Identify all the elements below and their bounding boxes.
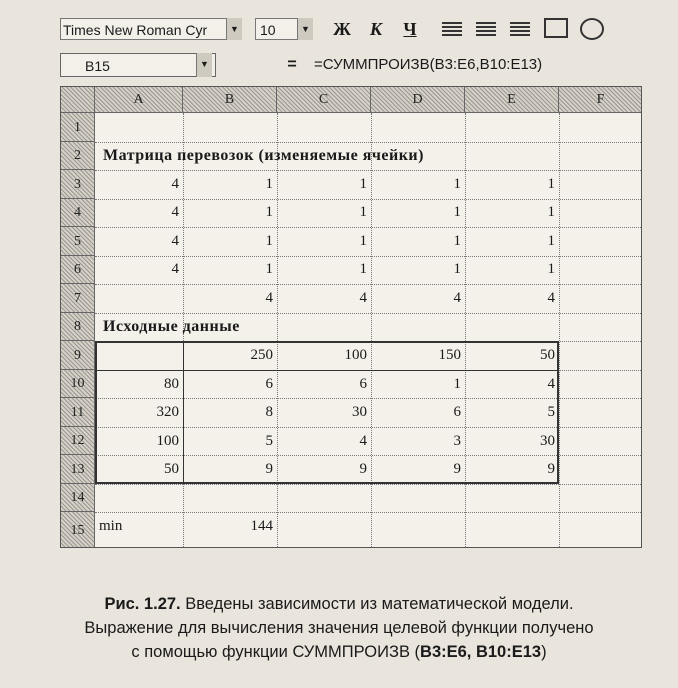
cell-c9[interactable]: 100	[344, 347, 367, 363]
cell-a4[interactable]: 4	[171, 204, 179, 220]
name-box[interactable]: B15	[60, 53, 216, 77]
row-header-1[interactable]: 1	[61, 113, 95, 142]
formatting-toolbar	[60, 6, 678, 48]
cell-c6[interactable]: 1	[359, 261, 367, 277]
caption-line-3	[0, 640, 678, 664]
cell-d10[interactable]: 1	[453, 376, 461, 392]
select-all-corner[interactable]	[61, 87, 95, 113]
row-header-2[interactable]: 2	[61, 142, 95, 170]
cell-b5[interactable]: 1	[265, 233, 273, 249]
bold-button[interactable]: Ж	[333, 19, 351, 39]
cell-c4[interactable]: 1	[359, 204, 367, 220]
gridline	[95, 284, 641, 285]
matrix-title[interactable]: Матрица перевозок (изменяемые ячейки)	[103, 147, 424, 164]
cell-e6[interactable]: 1	[547, 261, 555, 277]
cell-b3[interactable]: 1	[265, 176, 273, 192]
row-header-13[interactable]: 13	[61, 455, 95, 484]
cell-b11[interactable]: 8	[265, 404, 273, 420]
cell-d7[interactable]: 4	[453, 290, 461, 306]
cell-a11[interactable]: 320	[156, 404, 179, 420]
cell-c10[interactable]: 6	[359, 376, 367, 392]
caption-line-2: Выражение для вычисления значения целевой функции получено	[84, 619, 594, 637]
row-header-5[interactable]: 5	[61, 227, 95, 256]
spreadsheet-grid	[60, 86, 642, 548]
gridline	[559, 113, 560, 547]
column-header-e[interactable]: E	[465, 87, 559, 113]
underline-button[interactable]: Ч	[403, 19, 417, 39]
row-header-11[interactable]: 11	[61, 398, 95, 427]
cell-c7[interactable]: 4	[359, 290, 367, 306]
row-header-4[interactable]: 4	[61, 199, 95, 227]
caption-ranges: B3:E6, B10:E13	[420, 643, 542, 661]
cell-b4[interactable]: 1	[265, 204, 273, 220]
gridline	[95, 142, 641, 143]
cell-e12[interactable]: 30	[540, 433, 555, 449]
cell-b7[interactable]: 4	[265, 290, 273, 306]
cell-b15[interactable]: 144	[250, 518, 273, 534]
caption-text: )	[541, 643, 547, 661]
row-header-14[interactable]: 14	[61, 484, 95, 512]
italic-button[interactable]: К	[369, 19, 383, 39]
cell-b13[interactable]: 9	[265, 461, 273, 477]
cell-b9[interactable]: 250	[250, 347, 273, 363]
cell-a10[interactable]: 80	[164, 376, 179, 392]
cell-c5[interactable]: 1	[359, 233, 367, 249]
cell-b10[interactable]: 6	[265, 376, 273, 392]
gridline	[95, 170, 641, 171]
cell-d6[interactable]: 1	[453, 261, 461, 277]
cell-e3[interactable]: 1	[547, 176, 555, 192]
size-dropdown-arrow-icon[interactable]: ▼	[297, 18, 313, 40]
gridline	[95, 313, 641, 314]
formula-equals-button[interactable]: =	[287, 56, 297, 73]
gridline	[95, 484, 641, 485]
cell-d9[interactable]: 150	[438, 347, 461, 363]
caption-line-1	[0, 592, 678, 616]
row-header-6[interactable]: 6	[61, 256, 95, 284]
cell-b12[interactable]: 5	[265, 433, 273, 449]
currency-icon[interactable]	[580, 18, 604, 40]
cell-c11[interactable]: 30	[352, 404, 367, 420]
row-header-8[interactable]: 8	[61, 313, 95, 341]
cell-a6[interactable]: 4	[171, 261, 179, 277]
cell-e7[interactable]: 4	[547, 290, 555, 306]
font-size-field[interactable]: 10	[255, 18, 313, 40]
font-name-field[interactable]: Times New Roman Cyr	[60, 18, 242, 40]
cell-b6[interactable]: 1	[265, 261, 273, 277]
cell-d3[interactable]: 1	[453, 176, 461, 192]
cell-d4[interactable]: 1	[453, 204, 461, 220]
cell-c3[interactable]: 1	[359, 176, 367, 192]
column-header-b[interactable]: B	[183, 87, 277, 113]
row-header-3[interactable]: 3	[61, 170, 95, 199]
caption-figure-number: Рис. 1.27.	[104, 595, 181, 613]
cell-a12[interactable]: 100	[156, 433, 179, 449]
column-header-c[interactable]: C	[277, 87, 371, 113]
namebox-dropdown-arrow-icon[interactable]: ▼	[196, 53, 212, 77]
gridline	[95, 199, 641, 200]
cell-e4[interactable]: 1	[547, 204, 555, 220]
cell-a13[interactable]: 50	[164, 461, 179, 477]
font-dropdown-arrow-icon[interactable]: ▼	[226, 18, 242, 40]
cell-c13[interactable]: 9	[359, 461, 367, 477]
row-header-15[interactable]: 15	[61, 512, 95, 548]
gridline	[95, 227, 641, 228]
column-header-a[interactable]: A	[95, 87, 183, 113]
gridline	[95, 512, 641, 513]
cell-d11[interactable]: 6	[453, 404, 461, 420]
cell-e10[interactable]: 4	[547, 376, 555, 392]
cell-e13[interactable]: 9	[547, 461, 555, 477]
row-header-9[interactable]: 9	[61, 341, 95, 370]
align-left-icon[interactable]	[442, 22, 462, 36]
cell-d13[interactable]: 9	[453, 461, 461, 477]
align-right-icon[interactable]	[510, 22, 530, 36]
cell-a15[interactable]: min	[99, 518, 123, 534]
row-header-10[interactable]: 10	[61, 370, 95, 398]
column-header-d[interactable]: D	[371, 87, 465, 113]
gridline	[95, 256, 641, 257]
caption-text: Введены зависимости из математической модели.	[180, 595, 574, 613]
cell-a5[interactable]: 4	[171, 233, 179, 249]
cell-e5[interactable]: 1	[547, 233, 555, 249]
formula-input[interactable]: =СУММПРОИЗВ(B3:E6,B10:E13)	[314, 56, 543, 73]
merge-center-icon[interactable]	[544, 18, 568, 38]
cell-d12[interactable]: 3	[453, 433, 461, 449]
row-header-12[interactable]: 12	[61, 427, 95, 455]
source-data-title[interactable]: Исходные данные	[103, 318, 240, 335]
column-header-f[interactable]: F	[559, 87, 642, 113]
figure-caption	[0, 592, 678, 664]
cell-e11[interactable]: 5	[547, 404, 555, 420]
caption-text: с помощью функции СУММПРОИЗВ (	[131, 643, 421, 661]
row-header-7[interactable]: 7	[61, 284, 95, 313]
cell-d5[interactable]: 1	[453, 233, 461, 249]
align-center-icon[interactable]	[476, 22, 496, 36]
cell-e9[interactable]: 50	[540, 347, 555, 363]
cell-a3[interactable]: 4	[171, 176, 179, 192]
cell-c12[interactable]: 4	[359, 433, 367, 449]
